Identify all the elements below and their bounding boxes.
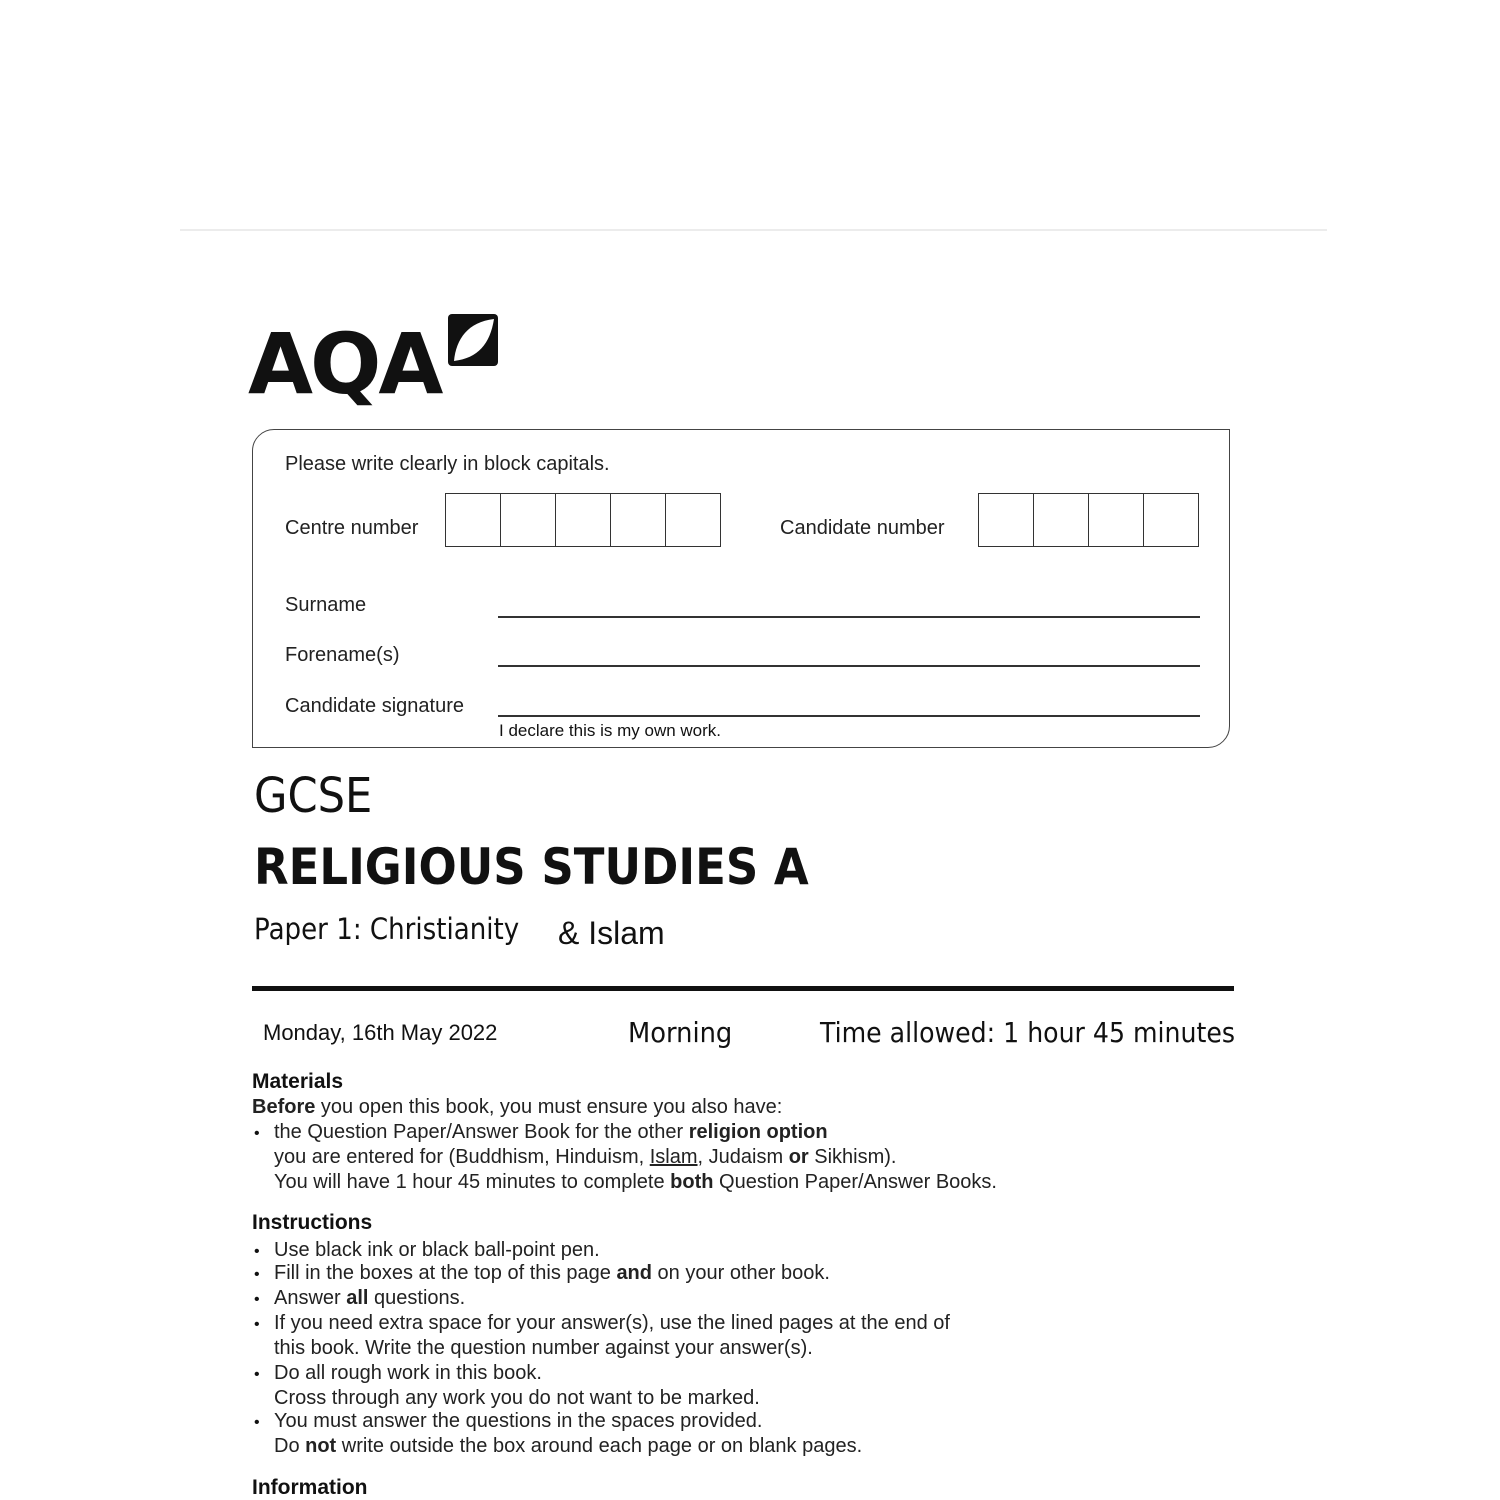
bullet-icon: • (254, 1266, 260, 1283)
form-instruction: Please write clearly in block capitals. (285, 453, 610, 475)
instruction-item: Answer all questions. (274, 1287, 466, 1309)
instruction-item: Fill in the boxes at the top of this page and on your other book. (274, 1262, 830, 1284)
instruction-item: this book. Write the question number against your answer(s). (274, 1337, 813, 1359)
instructions-heading: Instructions (252, 1211, 373, 1234)
declaration-text: I declare this is my own work. (499, 721, 722, 740)
materials-line: you are entered for (Buddhism, Hinduism, Islam, Judaism or Sikhism). (274, 1146, 897, 1168)
exam-date: Monday, 16th May 2022 (263, 1020, 498, 1045)
time-allowed: Time allowed: 1 hour 45 minutes (820, 1016, 1236, 1049)
materials-line: Before you open this book, you must ensure you also have: (252, 1096, 783, 1118)
instruction-item: Do all rough work in this book. (274, 1362, 542, 1384)
instruction-item: If you need extra space for your answer(s), use the lined pages at the end of (274, 1312, 950, 1334)
paper-title: Paper 1: Christianity (254, 912, 520, 946)
instruction-item: You must answer the questions in the spaces provided. (274, 1410, 763, 1432)
bullet-icon: • (254, 1316, 260, 1333)
forename-label: Forename(s) (285, 644, 400, 666)
bullet-icon: • (254, 1243, 260, 1260)
candidate-number-input[interactable] (978, 493, 1199, 547)
instruction-item: Cross through any work you do not want to be marked. (274, 1387, 760, 1409)
instruction-item: Use black ink or black ball-point pen. (274, 1239, 600, 1261)
surname-field[interactable] (498, 616, 1200, 618)
candidate-number-label: Candidate number (780, 517, 945, 539)
logo-text: AQA (248, 315, 441, 413)
subject-title: RELIGIOUS STUDIES A (254, 838, 809, 896)
header-rule (252, 986, 1234, 991)
signature-label: Candidate signature (285, 695, 465, 717)
aqa-logo (248, 312, 508, 413)
bullet-icon: • (254, 1414, 260, 1431)
bullet-icon: • (254, 1366, 260, 1383)
exam-session: Morning (628, 1016, 733, 1049)
centre-number-label: Centre number (285, 517, 419, 539)
paper-suffix: & Islam (558, 915, 665, 951)
forename-field[interactable] (498, 665, 1200, 667)
bullet-icon: • (254, 1125, 260, 1142)
information-heading: Information (252, 1476, 368, 1499)
centre-number-input[interactable] (445, 493, 721, 547)
aqa-leaf-icon (448, 314, 498, 366)
page-divider (180, 229, 1327, 231)
materials-heading: Materials (252, 1070, 344, 1093)
signature-field[interactable] (498, 715, 1200, 717)
bullet-icon: • (254, 1291, 260, 1308)
qualification: GCSE (254, 768, 373, 824)
surname-label: Surname (285, 594, 367, 616)
instruction-item: Do not write outside the box around each page or on blank pages. (274, 1435, 863, 1457)
materials-line: the Question Paper/Answer Book for the other religion option (274, 1121, 828, 1143)
materials-line: You will have 1 hour 45 minutes to complete both Question Paper/Answer Books. (274, 1171, 997, 1193)
